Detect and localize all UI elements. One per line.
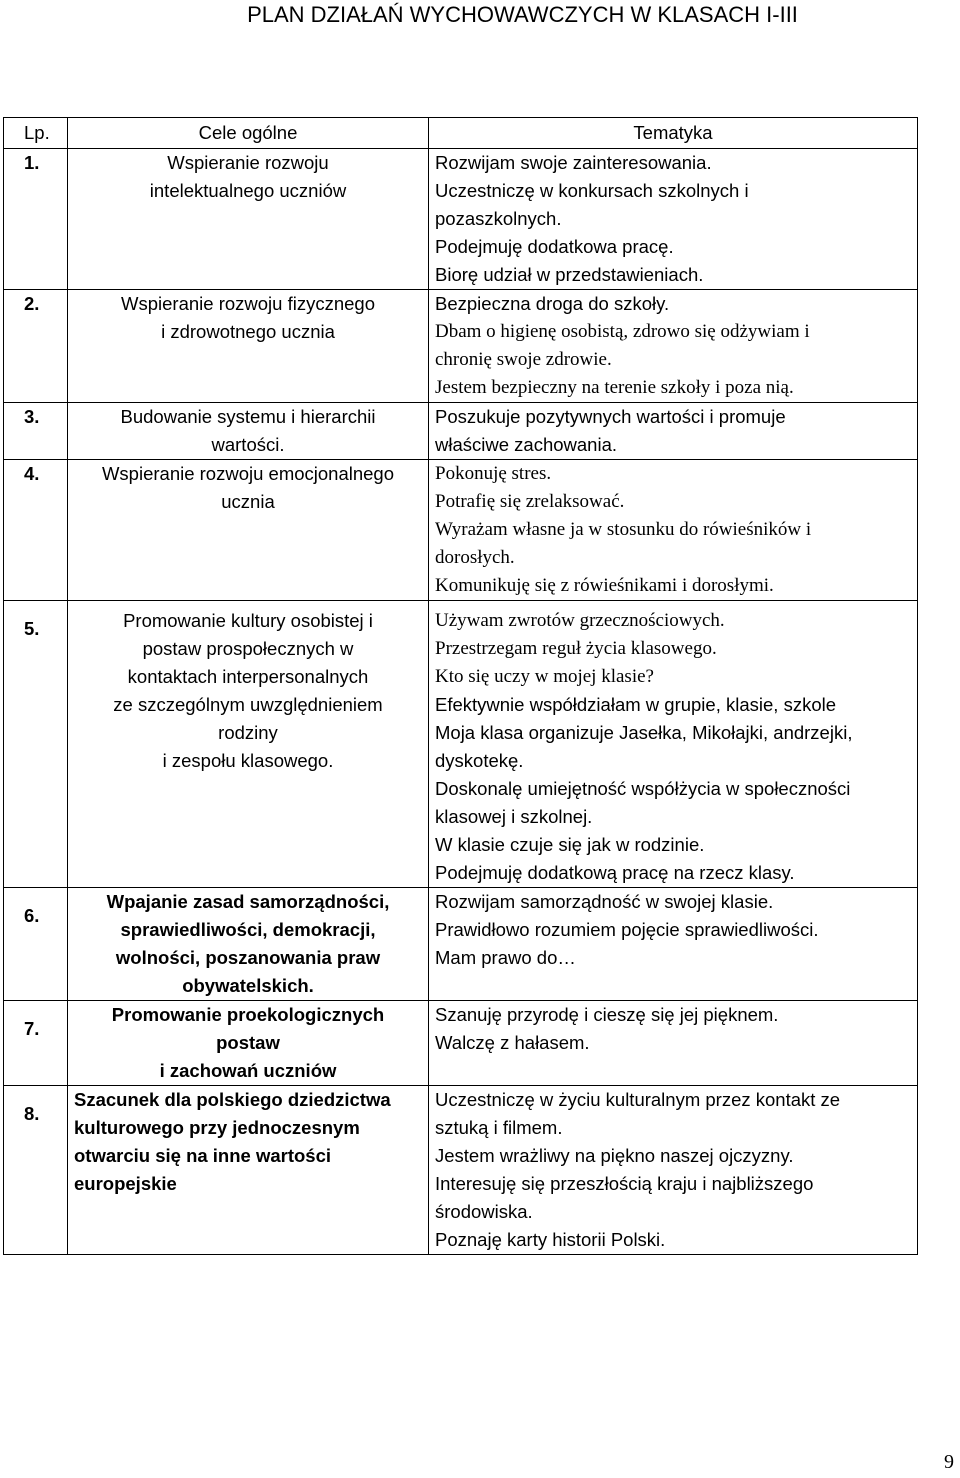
- topic-line: Rozwijam samorządność w swojej klasie.: [435, 891, 774, 912]
- topic-line: dyskotekę.: [435, 750, 524, 771]
- topic-line: klasowej i szkolnej.: [435, 806, 593, 827]
- topic-line: Pokonuję stres.: [435, 463, 552, 484]
- topic-line: Biorę udział w przedstawieniach.: [435, 264, 704, 285]
- goal-line: europejskie: [74, 1173, 177, 1194]
- goal-line: Wpajanie zasad samorządności,: [106, 891, 390, 912]
- topic-line: Dbam o higienę osobistą, zdrowo się odżywiam i: [435, 321, 810, 342]
- topic-line: Moja klasa organizuje Jasełka, Mikołajki, andrzejki,: [435, 722, 853, 743]
- topic-line: Komunikuję się z rówieśnikami i dorosłymi.: [435, 575, 774, 596]
- goal-line: Promowanie proekologicznych: [111, 1004, 385, 1025]
- goal-line: i zachowań uczniów: [159, 1060, 337, 1081]
- topic-line: Podejmuję dodatkowa pracę.: [435, 236, 674, 257]
- goal-line: obywatelskich.: [182, 975, 314, 996]
- page-number: 9: [944, 1451, 954, 1473]
- goal-line: wolności, poszanowania praw: [115, 947, 381, 968]
- row-number: 1.: [4, 149, 68, 290]
- goal-line: kontaktach interpersonalnych: [127, 666, 369, 687]
- goal-line: i zdrowotnego ucznia: [161, 321, 335, 342]
- topic-line: Poszukuje pozytywnych wartości i promuje: [435, 406, 786, 427]
- table-row: [4, 403, 918, 460]
- row-number: 5.: [4, 601, 68, 888]
- topic-line: dorosłych.: [435, 547, 515, 568]
- plan-table: [3, 117, 918, 1255]
- goal-line: rodziny: [218, 722, 278, 743]
- table-header-row: [4, 118, 918, 149]
- goal-cell: [68, 1001, 429, 1086]
- topic-line: Jestem wrażliwy na piękno naszej ojczyzny.: [435, 1145, 794, 1166]
- row-number: 3.: [4, 403, 68, 460]
- goal-line: Wspieranie rozwoju fizycznego: [121, 293, 375, 314]
- topic-line: Uczestniczę w konkursach szkolnych i: [435, 180, 749, 201]
- header-lp: Lp.: [4, 118, 68, 149]
- topics-cell: [429, 601, 918, 888]
- topic-line: Efektywnie współdziałam w grupie, klasie, szkole: [435, 694, 837, 715]
- goal-line: Szacunek dla polskiego dziedzictwa: [74, 1089, 391, 1110]
- goal-line: otwarciu się na inne wartości: [74, 1145, 332, 1166]
- topics-cell: [429, 290, 918, 403]
- table-row: [4, 888, 918, 1001]
- table-row: [4, 149, 918, 290]
- goal-cell: [68, 1086, 429, 1255]
- goal-cell: [68, 403, 429, 460]
- topic-line: Wyrażam własne ja w stosunku do rówieśników i: [435, 519, 812, 540]
- topic-line: Walczę z hałasem.: [435, 1032, 590, 1053]
- topic-line: Szanuję przyrodę i cieszę się jej pięknem.: [435, 1004, 779, 1025]
- topic-line: pozaszkolnych.: [435, 208, 562, 229]
- topic-line: Mam prawo do…: [435, 947, 576, 968]
- topic-line: środowiska.: [435, 1201, 533, 1222]
- topic-line: sztuką i filmem.: [435, 1117, 563, 1138]
- table-row: [4, 460, 918, 601]
- topic-line: Kto się uczy w mojej klasie?: [435, 666, 654, 687]
- topics-cell: [429, 1001, 918, 1086]
- topic-line: Uczestniczę w życiu kulturalnym przez kontakt ze: [435, 1089, 841, 1110]
- table-row: [4, 1086, 918, 1255]
- header-topics: Tematyka: [429, 118, 918, 149]
- goal-line: sprawiedliwości, demokracji,: [120, 919, 376, 940]
- table-row: [4, 1001, 918, 1086]
- topic-line: W klasie czuje się jak w rodzinie.: [435, 834, 705, 855]
- goal-line: Wspieranie rozwoju: [167, 152, 329, 173]
- topic-line: Poznaję karty historii Polski.: [435, 1229, 666, 1250]
- topic-line: Jestem bezpieczny na terenie szkoły i poza nią.: [435, 377, 794, 398]
- goal-cell: [68, 888, 429, 1001]
- goal-line: Wspieranie rozwoju emocjonalnego: [101, 463, 395, 484]
- header-goals: Cele ogólne: [68, 118, 429, 149]
- topic-line: Doskonalę umiejętność współżycia w społeczności: [435, 778, 851, 799]
- goal-cell: [68, 290, 429, 403]
- goal-line: i zespołu klasowego.: [162, 750, 334, 771]
- topic-line: Interesuję się przeszłością kraju i najbliższego: [435, 1173, 814, 1194]
- goal-line: intelektualnego uczniów: [149, 180, 347, 201]
- table-row: [4, 290, 918, 403]
- goal-line: ze szczególnym uwzględnieniem: [113, 694, 383, 715]
- topics-cell: [429, 149, 918, 290]
- row-number: 4.: [4, 460, 68, 601]
- goal-line: postaw prospołecznych w: [142, 638, 354, 659]
- page-title: PLAN DZIAŁAŃ WYCHOWAWCZYCH W KLASACH I-III: [247, 2, 798, 27]
- topic-line: Używam zwrotów grzecznościowych.: [435, 610, 725, 631]
- topic-line: Przestrzegam reguł życia klasowego.: [435, 638, 717, 659]
- topics-cell: [429, 460, 918, 601]
- goal-line: wartości.: [211, 434, 285, 455]
- topics-cell: [429, 888, 918, 1001]
- topic-line: Potrafię się zrelaksować.: [435, 491, 625, 512]
- topic-line: Rozwijam swoje zainteresowania.: [435, 152, 712, 173]
- topic-line: Podejmuję dodatkową pracę na rzecz klasy.: [435, 862, 795, 883]
- goal-line: kulturowego przy jednoczesnym: [74, 1117, 360, 1138]
- topic-line: Bezpieczna droga do szkoły.: [435, 293, 670, 314]
- topic-line: Prawidłowo rozumiem pojęcie sprawiedliwości.: [435, 919, 819, 940]
- goal-cell: [68, 460, 429, 601]
- topics-cell: [429, 403, 918, 460]
- goal-line: postaw: [216, 1032, 280, 1053]
- row-number: 8.: [4, 1086, 68, 1255]
- goal-cell: [68, 149, 429, 290]
- goal-line: ucznia: [221, 491, 275, 512]
- goal-cell: [68, 601, 429, 888]
- row-number: 2.: [4, 290, 68, 403]
- row-number: 6.: [4, 888, 68, 1001]
- topic-line: właściwe zachowania.: [435, 434, 618, 455]
- topic-line: chronię swoje zdrowie.: [435, 349, 612, 370]
- goal-line: Promowanie kultury osobistej i: [123, 610, 373, 631]
- goal-line: Budowanie systemu i hierarchii: [120, 406, 376, 427]
- topics-cell: [429, 1086, 918, 1255]
- row-number: 7.: [4, 1001, 68, 1086]
- table-row: [4, 601, 918, 888]
